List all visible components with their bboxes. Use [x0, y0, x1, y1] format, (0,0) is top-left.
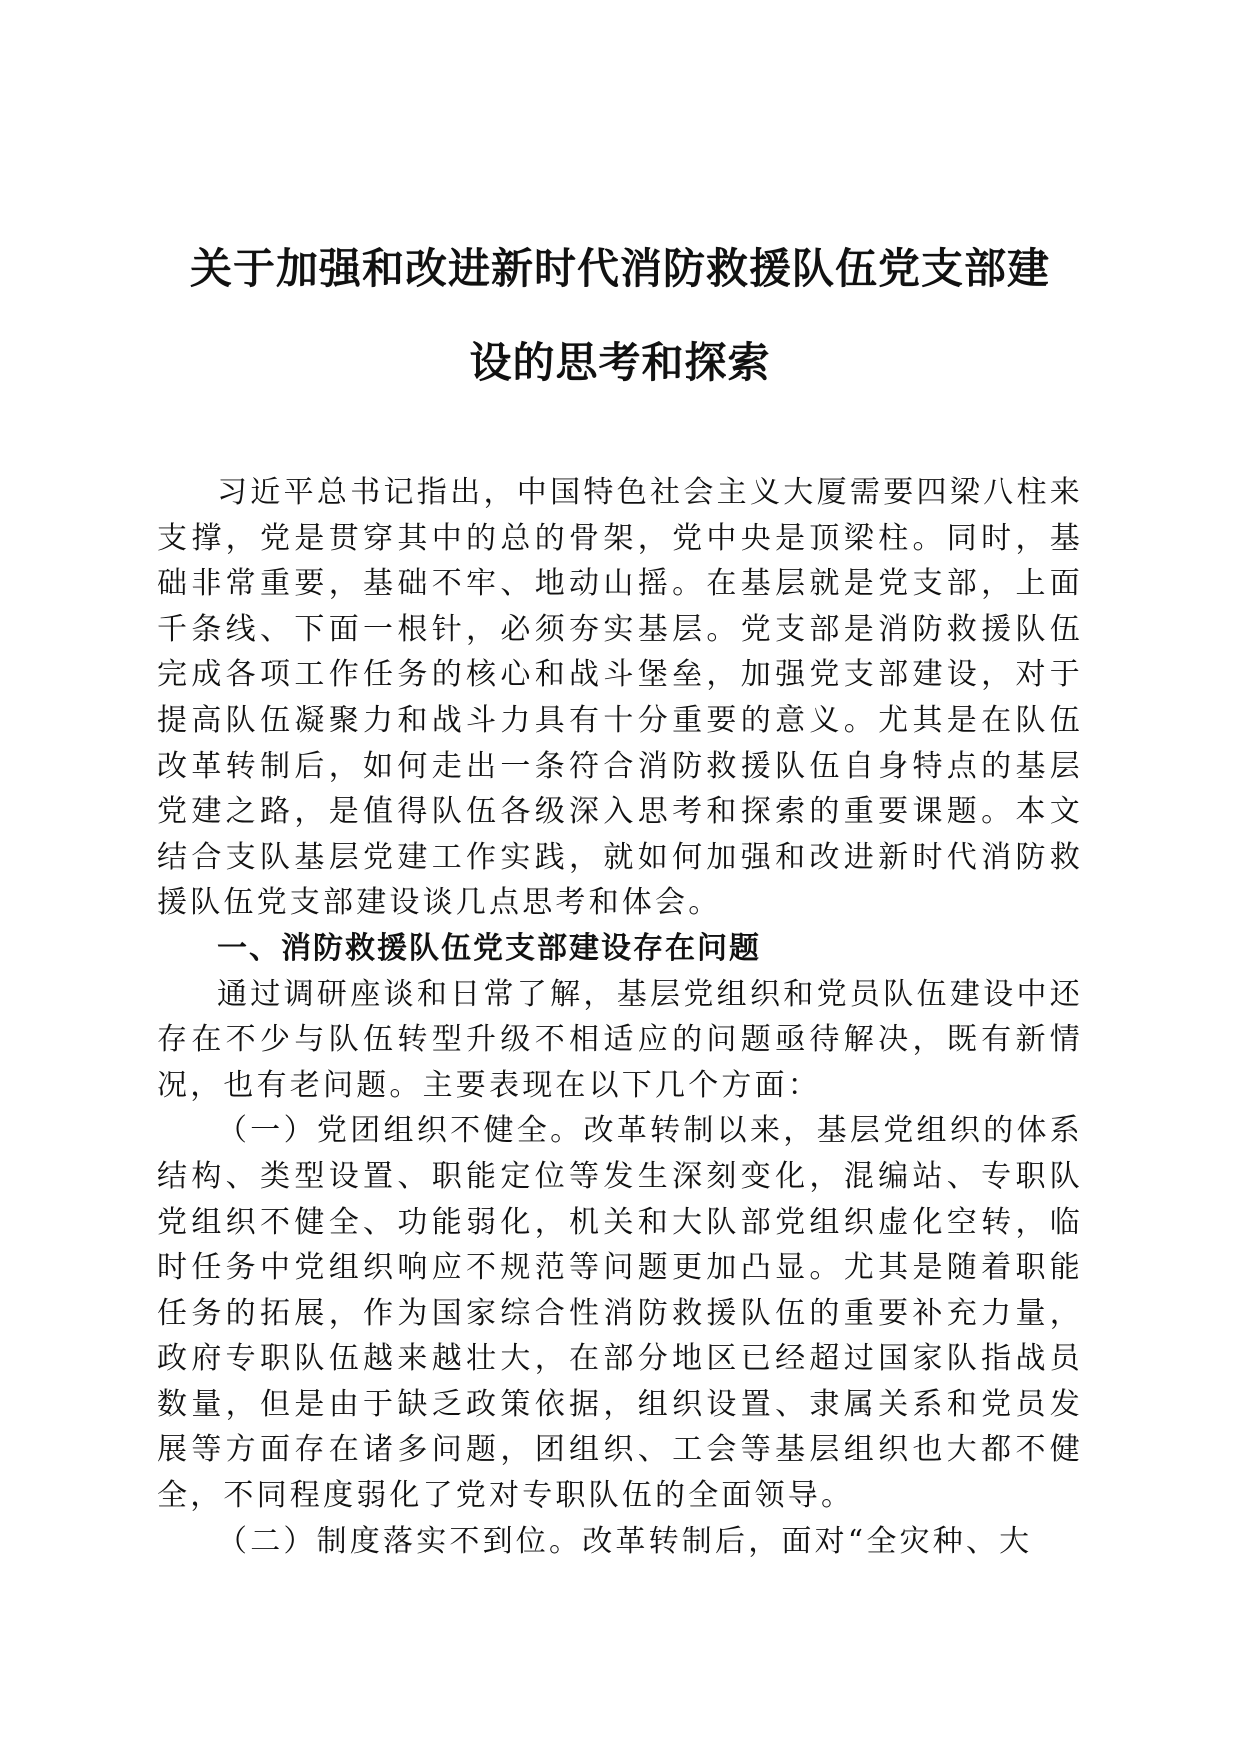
- title-line-2: 设的思考和探索: [469, 338, 771, 387]
- document-body: [157, 470, 1083, 1564]
- section-1-intro-paragraph: 通过调研座谈和日常了解，基层党组织和党员队伍建设中还存在不少与队伍转型升级不相适应的问题亟待解决，既有新情况，也有老问题。主要表现在以下几个方面：: [157, 976, 1083, 1103]
- item-1-text: 改革转制以来，基层党组织的体系结构、类型设置、职能定位等发生深刻变化，混编站、专职队党组织不健全、功能弱化，机关和大队部党组织虚化空转，临时任务中党组织响应不规范等问题更加凸显。尤其是随着职能任务的拓展，作为国家综合性消防救援队伍的重要补充力量，政府专职队伍越来越壮大，在部分地区已经超过国家队指战员数量，但是由于缺乏政策依据，组织设置、隶属关系和党员发展等方面存在诸多问题，团组织、工会等基层组织也大都不健全，不同程度弱化了党对专职队伍的全面领导。: [157, 1113, 1084, 1514]
- item-2-paragraph: [157, 1519, 1083, 1565]
- item-1-paragraph: [157, 1108, 1083, 1518]
- item-1-heading: （一）党团组织不健全。: [217, 1113, 584, 1149]
- item-2-heading: （二）制度落实不到位。: [217, 1523, 583, 1559]
- section-1-heading: 一、消防救援队伍党支部建设存在问题: [217, 930, 761, 966]
- item-2-text: 改革转制后，面对“全灾种、大: [582, 1523, 1033, 1559]
- intro-paragraph: 习近平总书记指出，中国特色社会主义大厦需要四梁八柱来支撑，党是贯穿其中的总的骨架，党中央是顶梁柱。同时，基础非常重要，基础不牢、地动山摇。在基层就是党支部，上面千条线、下面一根针，必须夯实基层。党支部是消防救援队伍完成各项工作任务的核心和战斗堡垒，加强党支部建设，对于提高队伍凝聚力和战斗力具有十分重要的意义。尤其是在队伍改革转制后，如何走出一条符合消防救援队伍自身特点的基层党建之路，是值得队伍各级深入思考和探索的重要课题。本文结合支队基层党建工作实践，就如何加强和改进新时代消防救援队伍党支部建设谈几点思考和体会。: [157, 475, 1083, 921]
- document-title: [150, 222, 1090, 410]
- title-line-1: 关于加强和改进新时代消防救援队伍党支部建: [189, 244, 1050, 293]
